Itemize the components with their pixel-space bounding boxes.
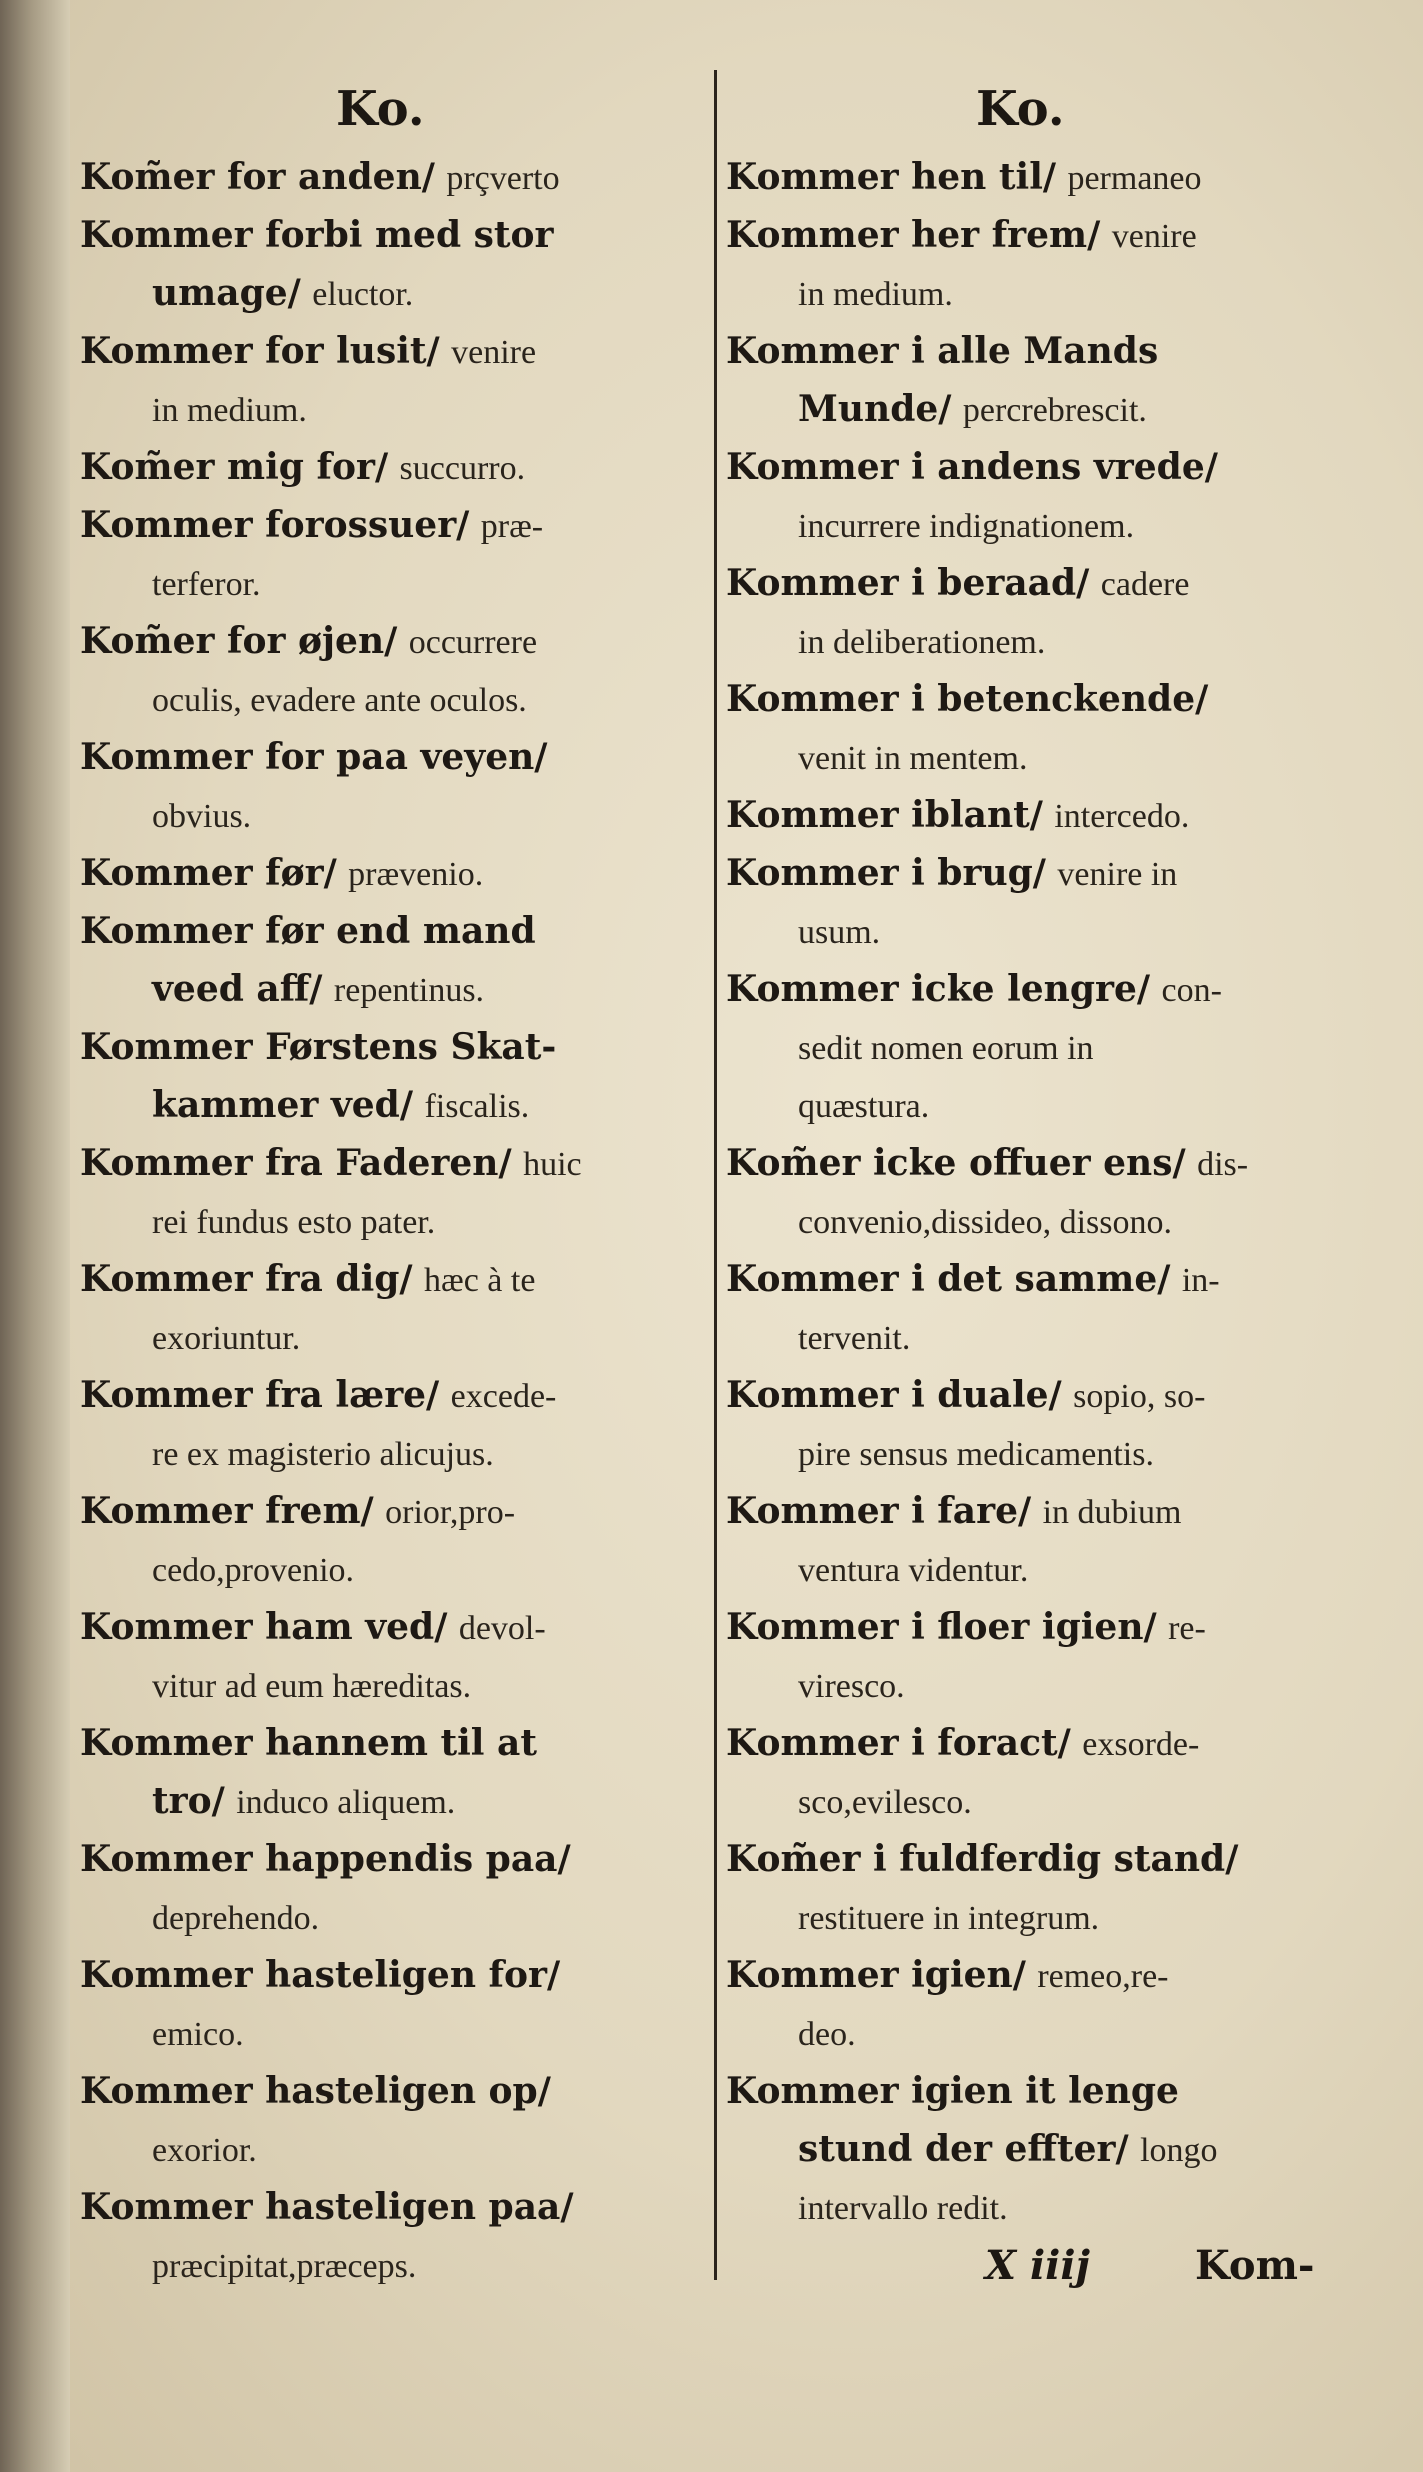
latin-text: eluctor.: [312, 276, 414, 313]
latin-text: terferor.: [152, 566, 261, 603]
entry-line: [80, 1134, 700, 1192]
dictionary-entry: [726, 438, 1346, 554]
column-divider-rule: [714, 70, 717, 2280]
dictionary-entry: [80, 1946, 700, 2062]
latin-text: venire in: [1057, 856, 1178, 893]
latin-text: percrebrescit.: [962, 392, 1147, 429]
dictionary-entry: [80, 1250, 700, 1366]
headword-text: Kom̃er for øjen/: [80, 620, 398, 662]
entry-line: [80, 1830, 700, 1888]
latin-text: incurrere indignationem.: [798, 508, 1135, 545]
latin-text: sopio, so-: [1073, 1378, 1206, 1415]
latin-text: in dubium: [1042, 1494, 1182, 1531]
latin-text: cedo,provenio.: [152, 1552, 355, 1589]
headword-text: Kommer i andens vrede/: [726, 446, 1218, 488]
headword-text: Kommer i foract/: [726, 1722, 1071, 1764]
entry-line: [80, 206, 700, 264]
latin-text: emico.: [152, 2016, 244, 2053]
latin-text: succurro.: [399, 450, 526, 487]
latin-text: restituere in integrum.: [798, 1900, 1100, 1937]
dictionary-entry: [726, 1714, 1346, 1830]
entry-line: [80, 1772, 700, 1830]
entry-line: [80, 1366, 700, 1424]
left-entry-list: [80, 148, 700, 2294]
latin-text: obvius.: [152, 798, 252, 835]
latin-text: ventura videntur.: [798, 1552, 1029, 1589]
dictionary-entry: [726, 206, 1346, 322]
headword-text: Kommer ham ved/: [80, 1606, 448, 1648]
headword-text: Kommer hannem til at: [80, 1722, 537, 1764]
entry-line: [80, 2120, 700, 2178]
headword-text: Kommer igien/: [726, 1954, 1026, 1996]
headword-text: Kommer i brug/: [726, 852, 1046, 894]
entry-line: [80, 264, 700, 322]
latin-text: induco aliquem.: [236, 1784, 456, 1821]
catchword: Kom-: [1195, 2242, 1315, 2289]
entry-line: [726, 902, 1346, 960]
right-entry-list: [726, 148, 1346, 2236]
entry-line: [80, 1018, 700, 1076]
entry-line: [726, 1250, 1346, 1308]
entry-line: [80, 1540, 700, 1598]
entry-line: [726, 148, 1346, 206]
dictionary-entry: [726, 1946, 1346, 2062]
headword-text: Kommer i alle Mands: [726, 330, 1159, 372]
headword-text: Kom̃er icke offuer ens/: [726, 1142, 1186, 1184]
entry-line: [80, 1250, 700, 1308]
entry-line: [80, 148, 700, 206]
entry-line: [726, 2120, 1346, 2178]
right-column: [726, 70, 1346, 2236]
latin-text: exsorde-: [1082, 1726, 1200, 1763]
headword-text: Kommer i duale/: [726, 1374, 1062, 1416]
dictionary-entry: [726, 1598, 1346, 1714]
entry-line: [80, 322, 700, 380]
latin-text: devol-: [458, 1610, 546, 1647]
binding-gutter: [0, 0, 70, 2472]
entry-line: [80, 1656, 700, 1714]
latin-text: prçverto: [446, 160, 560, 197]
entry-line: [726, 728, 1346, 786]
headword-text: Kom̃er for anden/: [80, 156, 435, 198]
entry-line: [726, 2004, 1346, 2062]
dictionary-entry: [726, 960, 1346, 1134]
latin-text: exoriuntur.: [152, 1320, 301, 1357]
entry-line: [726, 1076, 1346, 1134]
latin-text: præcipitat,præceps.: [152, 2248, 417, 2285]
dictionary-entry: [80, 1830, 700, 1946]
entry-line: [726, 2178, 1346, 2236]
dictionary-entry: [80, 1134, 700, 1250]
headword-text: Kommer forbi med stor: [80, 214, 554, 256]
headword-text: Kom̃er i fuldferdig stand/: [726, 1838, 1239, 1880]
entry-line: [726, 264, 1346, 322]
latin-text: excede-: [450, 1378, 557, 1415]
headword-text: Kommer før/: [80, 852, 337, 894]
headword-text: Kommer hasteligen op/: [80, 2070, 551, 2112]
headword-text: tro/: [152, 1780, 225, 1822]
headword-text: Kommer i det samme/: [726, 1258, 1171, 1300]
entry-line: [726, 1888, 1346, 1946]
latin-text: re-: [1168, 1610, 1206, 1647]
headword-text: Munde/: [798, 388, 952, 430]
dictionary-entry: [80, 322, 700, 438]
entry-line: [726, 322, 1346, 380]
entry-line: [726, 1366, 1346, 1424]
entry-line: [726, 786, 1346, 844]
latin-text: in deliberationem.: [798, 624, 1046, 661]
entry-line: [80, 902, 700, 960]
entry-line: [80, 786, 700, 844]
entry-line: [726, 380, 1346, 438]
latin-text: convenio,dissideo, dissono.: [798, 1204, 1172, 1241]
entry-line: [726, 612, 1346, 670]
entry-line: [726, 1830, 1346, 1888]
dictionary-entry: [726, 554, 1346, 670]
latin-text: quæstura.: [798, 1088, 930, 1125]
dictionary-entry: [80, 1366, 700, 1482]
dictionary-entry: [726, 148, 1346, 206]
entry-line: [80, 1714, 700, 1772]
dictionary-entry: [80, 844, 700, 902]
dictionary-entry: [726, 2062, 1346, 2236]
entry-line: [726, 1598, 1346, 1656]
entry-line: [726, 1772, 1346, 1830]
dictionary-entry: [726, 670, 1346, 786]
headword-text: Kommer i floer igien/: [726, 1606, 1157, 1648]
latin-text: pire sensus medicamentis.: [798, 1436, 1154, 1473]
dictionary-entry: [726, 322, 1346, 438]
dictionary-entry: [80, 1482, 700, 1598]
dictionary-entry: [80, 1714, 700, 1830]
entry-line: [726, 1946, 1346, 2004]
dictionary-entry: [80, 2178, 700, 2294]
entry-line: [80, 2178, 700, 2236]
headword-text: Kommer for paa veyen/: [80, 736, 548, 778]
entry-line: [726, 1482, 1346, 1540]
entry-line: [80, 438, 700, 496]
latin-text: permaneo: [1067, 160, 1202, 197]
dictionary-entry: [726, 1830, 1346, 1946]
latin-text: occurrere: [408, 624, 538, 661]
entry-line: [726, 1714, 1346, 1772]
dictionary-entry: [80, 902, 700, 1018]
latin-text: con-: [1161, 972, 1222, 1009]
headword-text: Kommer i beraad/: [726, 562, 1090, 604]
entry-line: [80, 612, 700, 670]
latin-text: usum.: [798, 914, 881, 951]
dictionary-entry: [726, 1250, 1346, 1366]
dictionary-entry: [80, 1018, 700, 1134]
headword-text: Kommer Førstens Skat-: [80, 1026, 557, 1068]
headword-text: Kommer frem/: [80, 1490, 374, 1532]
latin-text: venire: [1111, 218, 1197, 255]
dictionary-entry: [726, 1366, 1346, 1482]
headword-text: umage/: [152, 272, 301, 314]
headword-text: Kommer før end mand: [80, 910, 536, 952]
latin-text: in medium.: [152, 392, 307, 429]
latin-text: venit in mentem.: [798, 740, 1028, 777]
entry-line: [726, 1656, 1346, 1714]
latin-text: intervallo redit.: [798, 2190, 1008, 2227]
latin-text: intercedo.: [1054, 798, 1190, 835]
right-column-header: Ko.: [976, 81, 1065, 137]
entry-line: [726, 2062, 1346, 2120]
headword-text: Kommer fra Faderen/: [80, 1142, 512, 1184]
latin-text: vitur ad eum hæreditas.: [152, 1668, 472, 1705]
headword-text: Kom̃er mig for/: [80, 446, 389, 488]
entry-line: [80, 670, 700, 728]
entry-line: [80, 844, 700, 902]
headword-text: Kommer i fare/: [726, 1490, 1032, 1532]
signature-mark: X iiij: [985, 2242, 1091, 2289]
latin-text: prævenio.: [348, 856, 484, 893]
left-column: [80, 70, 700, 2294]
entry-line: [726, 1018, 1346, 1076]
entry-line: [726, 670, 1346, 728]
entry-line: [80, 1308, 700, 1366]
entry-line: [80, 728, 700, 786]
latin-text: cadere: [1100, 566, 1190, 603]
headword-text: Kommer hen til/: [726, 156, 1057, 198]
entry-line: [80, 1946, 700, 2004]
dictionary-entry: [726, 1134, 1346, 1250]
dictionary-entry: [80, 1598, 700, 1714]
entry-line: [80, 1424, 700, 1482]
entry-line: [726, 1134, 1346, 1192]
dictionary-entry: [80, 148, 700, 206]
latin-text: in medium.: [798, 276, 953, 313]
entry-line: [80, 1482, 700, 1540]
entry-line: [80, 1192, 700, 1250]
entry-line: [80, 1888, 700, 1946]
latin-text: tervenit.: [798, 1320, 911, 1357]
dictionary-entry: [80, 728, 700, 844]
entry-line: [726, 1308, 1346, 1366]
latin-text: oculis, evadere ante oculos.: [152, 682, 527, 719]
latin-text: viresco.: [798, 1668, 905, 1705]
latin-text: remeo,re-: [1037, 1958, 1169, 1995]
left-column-header: Ko.: [336, 81, 425, 137]
headword-text: Kommer iblant/: [726, 794, 1043, 836]
latin-text: deprehendo.: [152, 1900, 320, 1937]
entry-line: [726, 1192, 1346, 1250]
entry-line: [726, 960, 1346, 1018]
latin-text: rei fundus esto pater.: [152, 1204, 436, 1241]
latin-text: sco,evilesco.: [798, 1784, 972, 1821]
latin-text: venire: [451, 334, 537, 371]
latin-text: orior,pro-: [385, 1494, 516, 1531]
headword-text: Kommer for lusit/: [80, 330, 440, 372]
latin-text: præ-: [480, 508, 544, 545]
headword-text: stund der effter/: [798, 2128, 1129, 2170]
entry-line: [80, 1598, 700, 1656]
headword-text: Kommer happendis paa/: [80, 1838, 571, 1880]
entry-line: [726, 496, 1346, 554]
entry-line: [726, 554, 1346, 612]
dictionary-entry: [726, 844, 1346, 960]
latin-text: re ex magisterio alicujus.: [152, 1436, 494, 1473]
entry-line: [80, 1076, 700, 1134]
latin-text: longo: [1140, 2132, 1218, 2169]
latin-text: sedit nomen eorum in: [798, 1030, 1094, 1067]
latin-text: fiscalis.: [424, 1088, 530, 1125]
headword-text: kammer ved/: [152, 1084, 413, 1126]
entry-line: [80, 2062, 700, 2120]
headword-text: veed aff/: [152, 968, 323, 1010]
entry-line: [726, 438, 1346, 496]
entry-line: [80, 380, 700, 438]
latin-text: in-: [1181, 1262, 1220, 1299]
latin-text: hæc à te: [424, 1262, 536, 1299]
dictionary-entry: [80, 612, 700, 728]
latin-text: repentinus.: [333, 972, 485, 1009]
entry-line: [726, 206, 1346, 264]
latin-text: deo.: [798, 2016, 856, 2053]
headword-text: Kommer forossuer/: [80, 504, 470, 546]
headword-text: Kommer fra dig/: [80, 1258, 413, 1300]
entry-line: [726, 844, 1346, 902]
dictionary-entry: [80, 438, 700, 496]
dictionary-entry: [80, 206, 700, 322]
entry-line: [80, 554, 700, 612]
dictionary-entry: [726, 1482, 1346, 1598]
entry-line: [80, 496, 700, 554]
headword-text: Kommer her frem/: [726, 214, 1101, 256]
headword-text: Kommer icke lengre/: [726, 968, 1151, 1010]
headword-text: Kommer i betenckende/: [726, 678, 1209, 720]
entry-line: [726, 1540, 1346, 1598]
headword-text: Kommer hasteligen paa/: [80, 2186, 574, 2228]
entry-line: [80, 2236, 700, 2294]
entry-line: [80, 960, 700, 1018]
headword-text: Kommer hasteligen for/: [80, 1954, 561, 1996]
dictionary-entry: [726, 786, 1346, 844]
latin-text: dis-: [1197, 1146, 1249, 1183]
dictionary-entry: [80, 496, 700, 612]
latin-text: huic: [523, 1146, 582, 1183]
headword-text: Kommer igien it lenge: [726, 2070, 1179, 2112]
headword-text: Kommer fra lære/: [80, 1374, 440, 1416]
entry-line: [80, 2004, 700, 2062]
entry-line: [726, 1424, 1346, 1482]
dictionary-entry: [80, 2062, 700, 2178]
latin-text: exorior.: [152, 2132, 257, 2169]
